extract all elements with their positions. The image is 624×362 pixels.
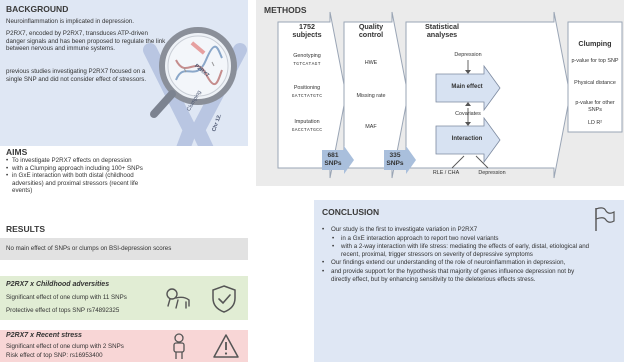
clumping-tag: Clumping — [186, 89, 203, 113]
conclusion-point-1a: • in a GxE interaction approach to report two novel variants — [322, 235, 590, 243]
clumping-item-3: p-value for other SNPs — [575, 100, 615, 113]
warning-icon — [212, 333, 240, 359]
chromosome-label: Chr 12. — [211, 113, 224, 133]
conclusion-point-3: • and provide support for the hypothesis that majority of genes influence depression not by directly effect, but by enhancing sensitivity to the deleterious effects stress. — [322, 268, 590, 283]
no-main-effect-text: No main effect of SNPs or clumps on BSI-depression scores — [6, 245, 172, 252]
magnifier-gene-label: P2RX7 — [193, 63, 211, 79]
snps-681-label: SNPs — [324, 160, 342, 167]
aims-item: • To investigate P2RX7 effects on depression — [6, 157, 156, 165]
snps-335-count: 335 — [389, 152, 401, 159]
positioning-seq: GATCTATGTC — [291, 94, 323, 99]
stats-main-effect: Main effect — [451, 84, 483, 90]
qc-title-1: Quality — [358, 22, 384, 31]
clumping-item-2: Physical distance — [574, 80, 616, 86]
background-text-2: P2RX7, encoded by P2RX7, transduces ATP-driven danger signals and has been proposed to regulate the link between nervous and immune systems. — [6, 30, 166, 53]
recent-line-2: Risk effect of top SNP: rs16953400 — [6, 352, 103, 359]
conclusion-point-1b: • with a 2-way interaction with life stress: mediating the effects of early, distal, etiological and recent, proximal, trigger stressors on severity of depressive symptoms — [322, 243, 590, 258]
conclusion-point-2: • Our findings extend our understanding of the role of neuroinflammation in depression, — [322, 259, 590, 267]
stressed-person-icon — [168, 333, 190, 360]
clumping-title: Clumping — [578, 39, 612, 48]
aims-item: • in GxE interaction with both distal (childhood adversities) and proximal stressors (recent life events) — [6, 172, 156, 195]
recent-stress-box — [0, 330, 248, 362]
background-panel — [0, 0, 248, 146]
baby-icon — [164, 286, 194, 312]
shield-icon — [210, 284, 238, 314]
subjects-label: subjects — [292, 30, 322, 39]
genotyping-label: Genotyping — [293, 53, 321, 59]
qc-item-missing: Missing rate — [356, 93, 386, 99]
results-header — [0, 216, 248, 238]
stats-title-2: analyses — [426, 30, 458, 39]
results-title: RESULTS — [6, 224, 46, 234]
snps-335-label: SNPs — [386, 160, 404, 167]
conclusion-list — [322, 226, 590, 284]
genotyping-seq: TGTCATAGT — [293, 62, 321, 67]
positioning-label: Positioning — [293, 85, 321, 91]
childhood-adversities-box — [0, 276, 248, 320]
childhood-line-2: Protective effect of tops SNP rs74892325 — [6, 307, 120, 314]
conclusion-title: CONCLUSION — [322, 207, 380, 217]
subjects-count: 1752 — [299, 22, 315, 31]
qc-item-hwe: HWE — [364, 60, 378, 66]
aims-title: AIMS — [6, 147, 28, 157]
conclusion-panel — [314, 200, 624, 362]
childhood-line-1: Significant effect of one clump with 11 SNPs — [6, 294, 127, 301]
stats-interaction: Interaction — [451, 136, 483, 142]
conclusion-point-1: • Our study is the first to investigate variation in P2RX7 — [322, 226, 590, 234]
background-text-1: Neuroinflammation is implicated in depression. — [6, 18, 134, 25]
imputation-label: Imputation — [294, 119, 320, 125]
no-main-effect-box — [0, 238, 248, 260]
methods-panel — [256, 0, 624, 186]
aims-list — [6, 157, 156, 195]
imputation-seq: GACCTATGCC — [291, 128, 323, 133]
aims-panel — [0, 146, 248, 216]
flag-icon — [592, 206, 616, 232]
childhood-title: P2RX7 x Childhood adversities — [6, 281, 110, 288]
qc-item-maf: MAF — [365, 124, 377, 130]
qc-title-2: control — [358, 30, 384, 39]
recent-title: P2RX7 x Recent stress — [6, 332, 82, 339]
stats-title-1: Statistical — [425, 22, 459, 31]
aims-item: • with a Clumping approach including 100+ SNPs — [6, 165, 156, 173]
stats-depression-top: Depression — [454, 52, 482, 58]
clumping-item-1: p-value for top SNP — [571, 58, 619, 64]
clumping-item-4: LD R² — [587, 120, 603, 126]
recent-line-1: Significant effect of one clump with 2 SNPs — [6, 343, 124, 350]
background-title: BACKGROUND — [6, 4, 69, 14]
snps-681-count: 681 — [327, 152, 339, 159]
background-text-3: previous studies investigating P2RX7 focused on a single SNP and did not consider effect of stressors. — [6, 68, 147, 83]
methods-title: METHODS — [264, 5, 307, 15]
stats-rle-cha: RLE / CHA — [432, 170, 460, 176]
stats-covariates: Covariates — [455, 111, 481, 117]
stats-depression-bottom: Depression — [478, 170, 506, 176]
